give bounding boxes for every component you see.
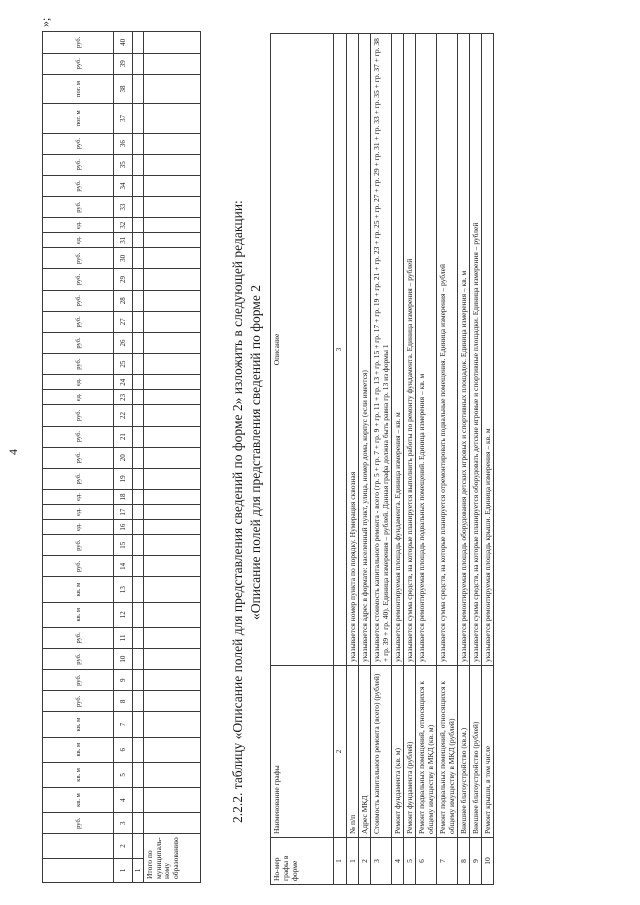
numbers-row [114, 32, 133, 883]
unit-cell: ед. [43, 520, 114, 535]
field-name: Внешнее благоустройство (рублей) [470, 666, 482, 838]
table-cell [144, 627, 201, 648]
column-number-cell: 23 [114, 390, 133, 405]
unit-cell: руб. [43, 133, 114, 154]
table-cell [133, 627, 144, 648]
field-description: указывается ремонтируемая площадь крыши. Единица измерения – кв. м [482, 34, 494, 666]
column-number-cell: 4 [114, 787, 133, 812]
unit-cell: руб. [43, 290, 114, 311]
column-number-cell: 31 [114, 233, 133, 248]
unit-cell: руб. [43, 248, 114, 269]
field-description-table [270, 33, 494, 885]
table-cell [144, 32, 201, 54]
table-cell [144, 535, 201, 556]
column-number-cell: 13 [114, 577, 133, 602]
table-cell: 1 [114, 858, 133, 882]
table-cell [133, 233, 144, 248]
table-cell [133, 354, 144, 375]
column-number-cell: 25 [114, 354, 133, 375]
table-cell: 2 [334, 666, 347, 838]
table-cell [144, 670, 201, 691]
table-cell [144, 197, 201, 218]
table-row [470, 34, 482, 885]
unit-cell: руб. [43, 426, 114, 447]
table-cell [133, 737, 144, 762]
table-row [437, 34, 458, 885]
table-cell [144, 787, 201, 812]
row-number: 9 [470, 838, 482, 885]
unit-cell: ед. [43, 390, 114, 405]
table-cell [133, 53, 144, 74]
table-cell [144, 691, 201, 712]
column-number-cell: 27 [114, 311, 133, 332]
table-cell [133, 32, 144, 54]
table-cell [144, 74, 201, 103]
table-cell [133, 787, 144, 812]
column-number-cell: 40 [114, 32, 133, 54]
unit-cell: руб. [43, 154, 114, 175]
column-number-cell: 11 [114, 627, 133, 648]
table-cell [144, 375, 201, 390]
table-cell [144, 712, 201, 737]
table-cell [133, 332, 144, 353]
unit-cell: руб. [43, 670, 114, 691]
unit-cell: руб. [43, 556, 114, 577]
table-cell [144, 405, 201, 426]
column-number-cell: 9 [114, 670, 133, 691]
table-cell [133, 813, 144, 834]
table-cell [144, 520, 201, 535]
unit-cell: руб. [43, 197, 114, 218]
unit-cell: руб. [43, 813, 114, 834]
column-number-cell: 37 [114, 104, 133, 133]
row-number: 5 [404, 838, 416, 885]
table-cell [144, 426, 201, 447]
table-cell [144, 577, 201, 602]
table-cell [144, 218, 201, 233]
field-description: указывается сумма средств, на которые планируется оборудовать детские игровые и спортивные площадки. Единица измерения – рублей [470, 34, 482, 666]
column-number-cell: 35 [114, 154, 133, 175]
unit-cell: руб. [43, 627, 114, 648]
column-number-cell: 5 [114, 762, 133, 787]
column-number-cell: 36 [114, 133, 133, 154]
unit-cell: руб. [43, 648, 114, 669]
table-cell [144, 447, 201, 468]
table-cell [144, 556, 201, 577]
column-number-cell: 17 [114, 505, 133, 520]
unit-cell: руб. [43, 468, 114, 489]
column-number-cell: 21 [114, 426, 133, 447]
row-number: 2 [359, 838, 371, 885]
table-cell [144, 737, 201, 762]
table-cell [144, 354, 201, 375]
unit-cell: кв. м [43, 602, 114, 627]
table-cell [133, 520, 144, 535]
column-number-cell: 10 [114, 648, 133, 669]
row-number: 4 [392, 838, 404, 885]
table-row [371, 34, 392, 885]
unit-cell: руб. [43, 405, 114, 426]
column-number-cell: 22 [114, 405, 133, 426]
table-cell [133, 290, 144, 311]
table-cell [133, 762, 144, 787]
table-cell [133, 405, 144, 426]
table-cell [144, 133, 201, 154]
table-cell [133, 556, 144, 577]
table-subtitle: «Описание полей для представления сведений по форме 2 [248, 285, 263, 620]
field-description: указывается адрес в формате: населенный пункт, улица, номер дома, корпус (если имеется) [359, 34, 371, 666]
field-name: Ремонт подвальных помещений, относящихся к общему имуществу в МКД (кв. м) [416, 666, 437, 838]
column-number-cell: 18 [114, 489, 133, 504]
paragraph-heading: 2.2.2. таблицу «Описание полей для представления сведений по форме 2» изложить в следующей редакции: [230, 200, 245, 823]
column-number-cell: 33 [114, 197, 133, 218]
unit-cell: руб. [43, 32, 114, 54]
field-name: Внешнее благоустройство (кв.м.) [458, 666, 470, 838]
table-cell: 1 [334, 838, 347, 885]
field-name: Ремонт подвальных помещений, относящихся к общему имуществу в МКД (рублей) [437, 666, 458, 838]
table-cell [133, 505, 144, 520]
column-number-cell: 15 [114, 535, 133, 556]
column-header-name: Наименование графы [271, 666, 334, 838]
table-cell [133, 447, 144, 468]
table-cell [144, 175, 201, 196]
table-cell [133, 426, 144, 447]
unit-cell: ед. [43, 375, 114, 390]
unit-cell: кв. м [43, 762, 114, 787]
unit-cell: руб. [43, 332, 114, 353]
unit-cell: руб. [43, 691, 114, 712]
table-cell [133, 133, 144, 154]
table-cell [144, 104, 201, 133]
table-cell [133, 104, 144, 133]
table-cell [144, 762, 201, 787]
table-cell [144, 53, 201, 74]
field-name: Ремонт фундамента (рублей) [404, 666, 416, 838]
column-number-cell: 20 [114, 447, 133, 468]
unit-cell: ед. [43, 218, 114, 233]
header-row [271, 34, 334, 885]
table-cell [133, 154, 144, 175]
table-cell [133, 670, 144, 691]
unit-cell: руб. [43, 354, 114, 375]
row-number: 7 [437, 838, 458, 885]
column-number-cell: 19 [114, 468, 133, 489]
table-cell [144, 290, 201, 311]
table-cell [144, 311, 201, 332]
table-cell [133, 218, 144, 233]
table-cell: 2 [114, 834, 133, 858]
unit-cell: руб. [43, 447, 114, 468]
field-description: указывается ремонтируемая площадь подвальных помещений. Единица измерения – кв. м [416, 34, 437, 666]
table-cell [133, 602, 144, 627]
row-number: 3 [371, 838, 392, 885]
field-name: Ремонт фундамента (кв. м) [392, 666, 404, 838]
column-number-cell: 14 [114, 556, 133, 577]
table-cell [144, 505, 201, 520]
unit-cell: руб. [43, 53, 114, 74]
column-number-cell: 16 [114, 520, 133, 535]
table-cell [133, 712, 144, 737]
table-cell [133, 648, 144, 669]
table-cell [133, 248, 144, 269]
table-row [404, 34, 416, 885]
field-description: указывается ремонтируемая площадь фундамента. Единица измерения – кв. м [392, 34, 404, 666]
unit-cell: руб. [43, 311, 114, 332]
blank-row [133, 32, 144, 883]
unit-cell: ед. [43, 489, 114, 504]
field-description: указывается сумма средств, на которые планируется отремонтировать подвальные помещения. Единица измерения – рублей [437, 34, 458, 666]
table-cell [144, 468, 201, 489]
row-number: 10 [482, 838, 494, 885]
field-description: указывается стоимость капитального ремонта - всего (гр. 5 + гр. 7 + гр. 9 + гр. 11 + гр. 13 + гр. 15 + гр. 17 + гр. 19 + гр. 21 + гр. 23 + гр. 25 + гр. 27 + гр. 29 + гр. 31 + гр. 33 + гр. 35 + гр. 37 + гр. 38 + гр. 39 + гр. 40). Единица измерения – рублей. Данная графа должна быть равна гр. 13 из формы 1 [371, 34, 392, 666]
unit-cell: руб. [43, 535, 114, 556]
row-number: 6 [416, 838, 437, 885]
unit-cell: руб. [43, 175, 114, 196]
field-name: Стоимость капитального ремонта (всего) (рублей) [371, 666, 392, 838]
unit-cell: кв. м [43, 577, 114, 602]
unit-cell: кв. м [43, 737, 114, 762]
field-name: № п/п [347, 666, 359, 838]
table-cell [144, 233, 201, 248]
column-number-cell: 39 [114, 53, 133, 74]
table-cell [133, 175, 144, 196]
page-number: 4 [6, 449, 20, 455]
unit-cell: ед. [43, 233, 114, 248]
unit-cell: кв. м [43, 712, 114, 737]
table-cell [133, 197, 144, 218]
table-row [392, 34, 404, 885]
table-cell [43, 858, 114, 882]
table-row [416, 34, 437, 885]
table-row [458, 34, 470, 885]
table-cell [43, 834, 114, 858]
field-description: указывается сумма средств, на которые планируется выполнить работы по ремонту фундамента. Единица измерения – рублей [404, 34, 416, 666]
itogo-label: Итого по муниципаль-ному образованию [144, 834, 201, 883]
unit-cell: ед. [43, 505, 114, 520]
table-cell [144, 154, 201, 175]
itogo-row [144, 32, 201, 883]
table-cell [133, 535, 144, 556]
table-row [359, 34, 371, 885]
table-cell [133, 489, 144, 504]
column-number-cell: 6 [114, 737, 133, 762]
column-header-number: Но-мер графы в форме [271, 838, 334, 885]
column-number-cell: 32 [114, 218, 133, 233]
row-number: 8 [458, 838, 470, 885]
column-number-cell: 3 [114, 813, 133, 834]
field-name: Адрес МКД [359, 666, 371, 838]
table-cell [144, 332, 201, 353]
header-numbers-row [334, 34, 347, 885]
column-number-cell: 7 [114, 712, 133, 737]
table-cell [133, 468, 144, 489]
table-cell [133, 74, 144, 103]
table-cell [133, 834, 144, 858]
table-cell [144, 813, 201, 834]
column-header-description: Описание [271, 34, 334, 666]
row-number: 1 [347, 838, 359, 885]
table-cell [144, 648, 201, 669]
table-cell [133, 390, 144, 405]
table-cell: 3 [334, 34, 347, 666]
summary-form-table [42, 31, 201, 883]
table-cell [133, 691, 144, 712]
column-number-cell: 8 [114, 691, 133, 712]
table-cell: 1 [133, 858, 144, 882]
field-name: Ремонт крыши, в том числе [482, 666, 494, 838]
column-number-cell: 12 [114, 602, 133, 627]
table-cell [133, 311, 144, 332]
table-row [347, 34, 359, 885]
column-number-cell: 30 [114, 248, 133, 269]
unit-cell: пог. м [43, 104, 114, 133]
unit-cell: кв. м [43, 787, 114, 812]
table-cell [144, 269, 201, 290]
column-number-cell: 28 [114, 290, 133, 311]
table-cell [144, 390, 201, 405]
column-number-cell: 29 [114, 269, 133, 290]
column-number-cell: 24 [114, 375, 133, 390]
table-cell [133, 375, 144, 390]
table-cell [144, 602, 201, 627]
unit-cell: пог. м [43, 74, 114, 103]
table-row [482, 34, 494, 885]
unit-cell: руб. [43, 269, 114, 290]
table-cell [133, 269, 144, 290]
column-number-cell: 26 [114, 332, 133, 353]
table-cell [133, 577, 144, 602]
column-number-cell: 34 [114, 175, 133, 196]
closing-mark: »; [38, 17, 52, 27]
field-description: указывается номер пункта по порядку. Нумерация сквозная [347, 34, 359, 666]
table-cell [144, 248, 201, 269]
field-description: указывается ремонтируемая площадь оборудования детских игровых и спортивных площадок. Единица измерения – кв. м [458, 34, 470, 666]
table-cell [144, 489, 201, 504]
column-number-cell: 38 [114, 74, 133, 103]
units-row [43, 32, 114, 883]
